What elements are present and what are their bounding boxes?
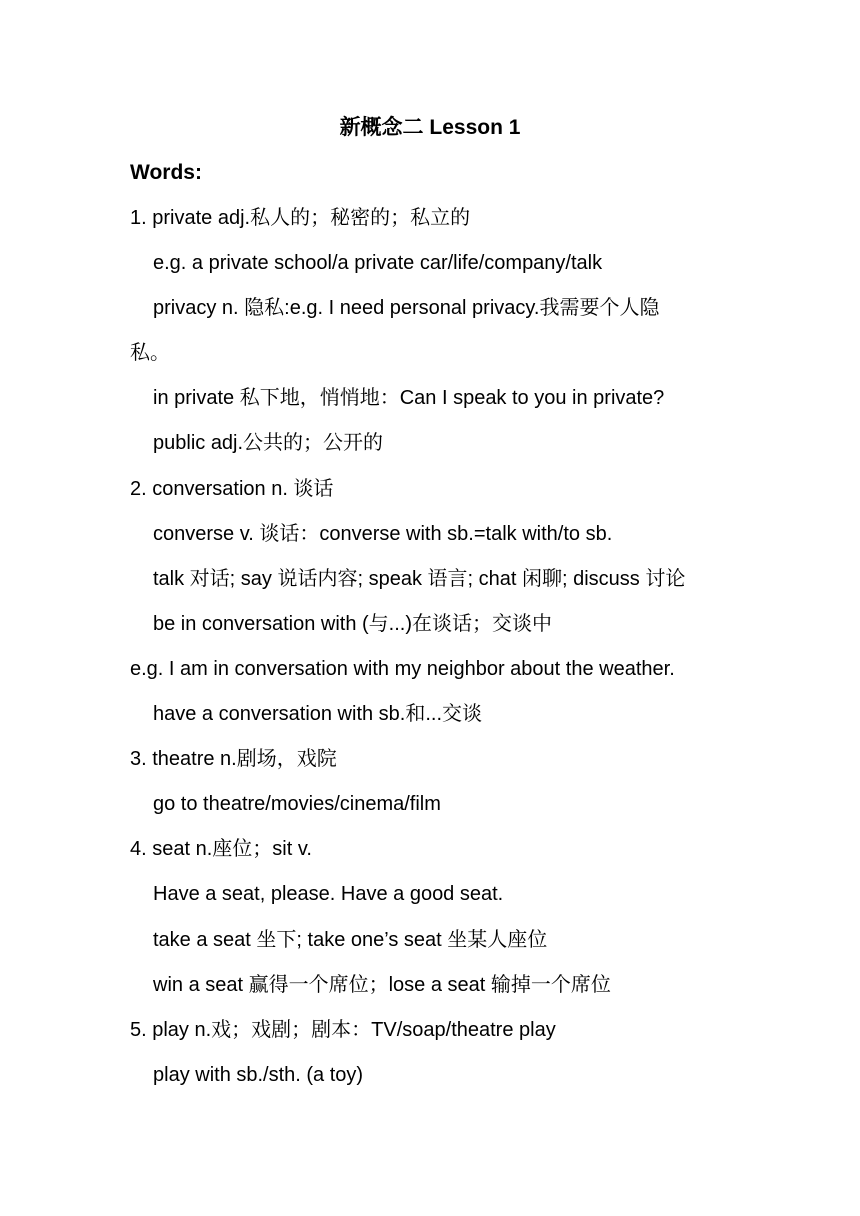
text-line: Have a seat, please. Have a good seat. xyxy=(153,883,504,906)
text-line: in private 私下地，悄悄地：Can I speak to you in private? xyxy=(153,387,665,410)
text-line: privacy n. 隐私:e.g. I need personal privacy.我需要个人隐 xyxy=(153,297,660,320)
document-title: 新概念二 Lesson 1 xyxy=(339,116,521,139)
text-line: 1. private adj.私人的；秘密的；私立的 xyxy=(130,207,471,229)
text-line: be in conversation with (与...)在谈话；交谈中 xyxy=(153,612,552,635)
text-line: win a seat 赢得一个席位；lose a seat 输掉一个席位 xyxy=(153,973,611,996)
text-line: play with sb./sth. (a toy) xyxy=(153,1063,364,1086)
text-line: 2. conversation n. 谈话 xyxy=(130,477,334,500)
text-line: have a conversation with sb.和...交谈 xyxy=(153,703,483,726)
vocabulary-list xyxy=(0,203,860,1105)
text-line: talk 对话; say 说话内容; speak 语言; chat 闲聊; discuss 讨论 xyxy=(153,567,686,590)
text-line: 4. seat n.座位；sit v. xyxy=(130,838,312,861)
text-line: take a seat 坐下; take one’s seat 坐某人座位 xyxy=(153,928,548,951)
words-heading: Words: xyxy=(130,161,202,184)
text-line: 5. play n.戏；戏剧；剧本：TV/soap/theatre play xyxy=(130,1018,556,1041)
text-line: go to theatre/movies/cinema/film xyxy=(153,793,441,816)
text-line: converse v. 谈话：converse with sb.=talk with/to sb. xyxy=(153,522,613,545)
text-line: e.g. I am in conversation with my neighbor about the weather. xyxy=(130,657,675,680)
text-line: 3. theatre n.剧场，戏院 xyxy=(130,748,337,771)
text-line: 私。 xyxy=(130,342,170,365)
text-line: e.g. a private school/a private car/life/company/talk xyxy=(153,252,603,275)
text-line: public adj.公共的；公开的 xyxy=(153,432,384,455)
